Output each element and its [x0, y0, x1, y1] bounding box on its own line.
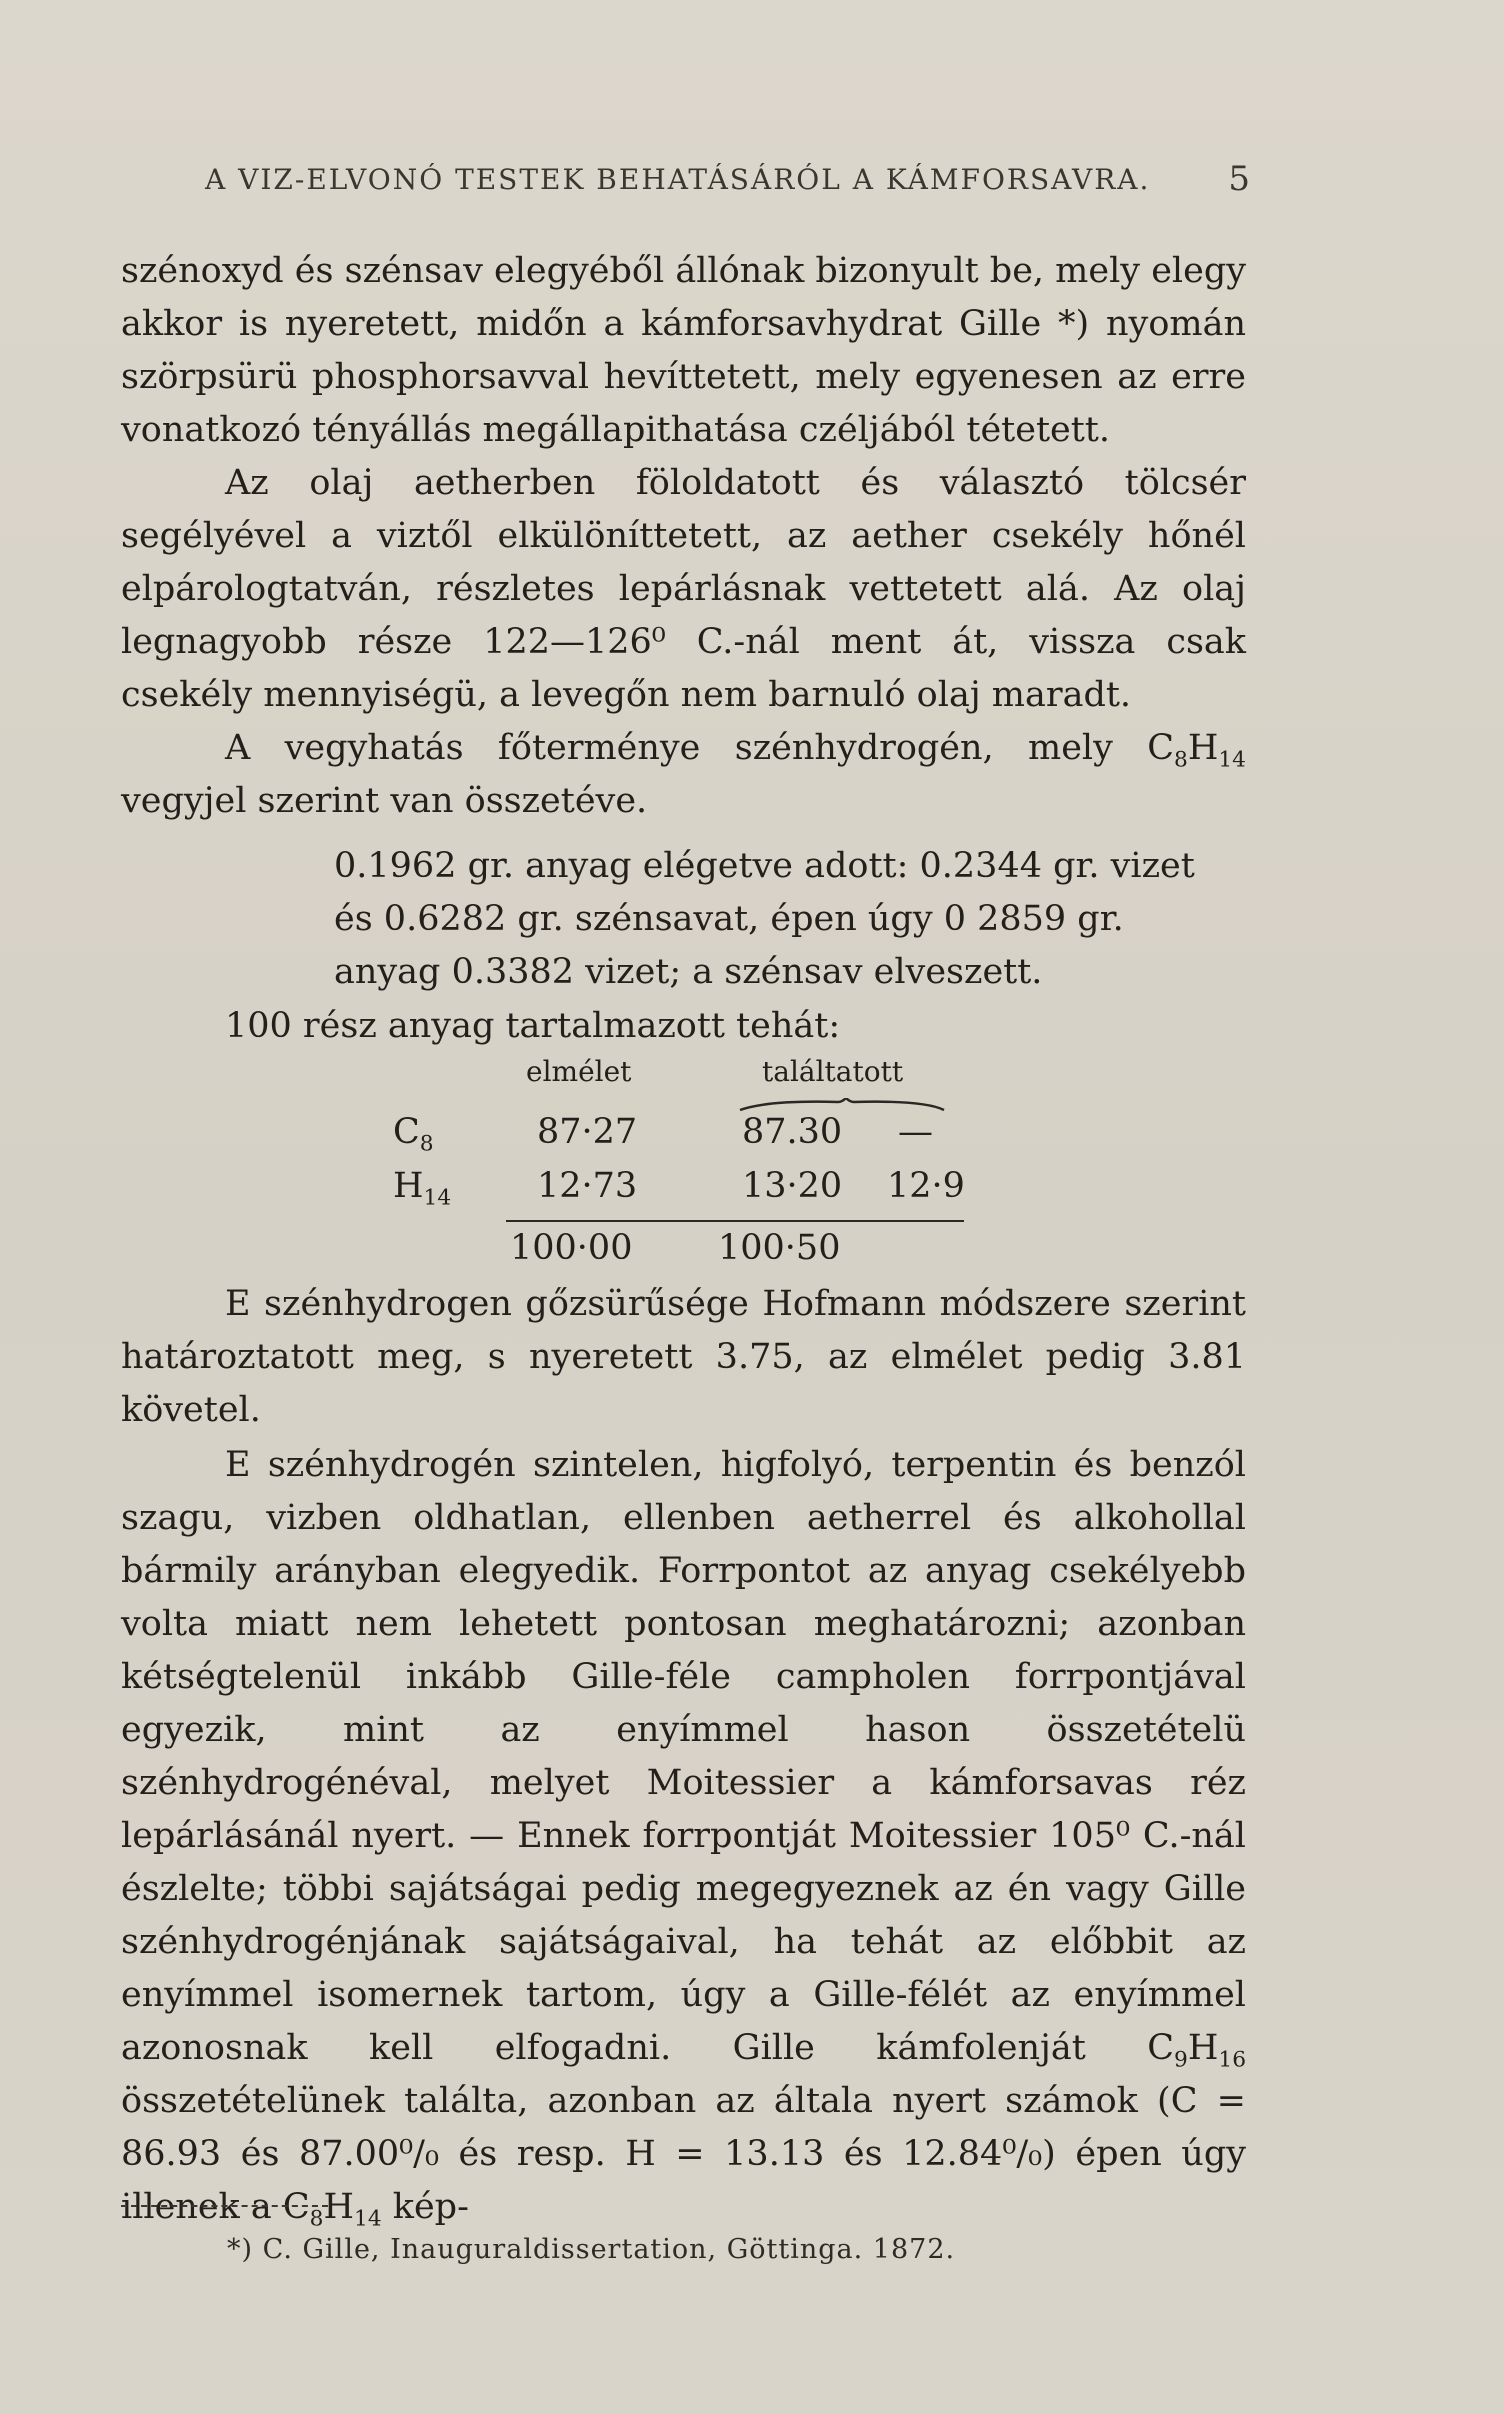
- body-text-bottom: [121, 1439, 1246, 2234]
- row-c-found-2: —: [898, 1112, 933, 1152]
- footnote-rule: [121, 2205, 328, 2207]
- row-h-theory: 12·73: [537, 1166, 638, 1206]
- page-number: 5: [1228, 159, 1250, 199]
- row-c-element: $C_8$: [393, 1112, 434, 1157]
- body-text-top: [121, 245, 1246, 828]
- running-head-title: A VIZ-ELVONÓ TESTEK BEHATÁSÁRÓL A KÁMFORSAVRA.: [205, 163, 1151, 196]
- analysis-line-1: 0.1962 gr. anyag elégetve adott: 0.2344 gr. vizet: [334, 846, 1195, 886]
- formula-c8h14-2: $C_8H_{14}$: [282, 2187, 382, 2232]
- paragraph-5: E szénhydrogén szintelen, higfolyó, terpentin és benzól szagu, vizben oldhatlan, ellenben aetherrel és alkohollal bármily arányban elegyedik. Forrpontot az anyag csekélyebb volta miatt nem lehetett pontosan meghatározni; azonban kétségtelenül inkább Gille-féle campholen forrpontjával egyezik, mint az enyímmel hason összetételü szénhydrogénéval, melyet Moitessier a kámforsavas réz lepárlásánál nyert. — Ennek forrpontját Moitessier 105⁰ C.-nál észlelte; többi sajátságai pedig megegyeznek az én vagy Gille szénhydrogénjának sajátságaival, ha tehát az előbbit az enyímmel isomernek tartom, úgy a Gille-félét az enyímmel azonosnak kell elfogadni. Gille kámfolenját $C_9H_{16}$ összetételünek találta, azonban az általa nyert számok (C = 86.93 és 87.00⁰/₀ és resp. H = 13.13 és 12.84⁰/₀) épen úgy illenek a $C_8H_{14}$ kép-: [121, 1445, 1246, 2232]
- row-h-found-2: 12·9: [887, 1166, 965, 1206]
- paragraph-3: [121, 722, 1246, 828]
- paragraph-3-text-after: vegyjel szerint van összetéve.: [121, 781, 648, 821]
- analysis-line-2: és 0.6282 gr. szénsavat, épen úgy 0 2859 gr.: [334, 899, 1124, 939]
- table-header-found: találtatott: [762, 1055, 904, 1088]
- table-sum-rule: [506, 1220, 964, 1222]
- table-header-theory: elmélet: [526, 1055, 632, 1088]
- footnote: *) C. Gille, Inauguraldissertation, Göttinga. 1872.: [227, 2234, 956, 2265]
- table-intro: 100 rész anyag tartalmazott tehát:: [225, 1006, 841, 1046]
- row-c-theory: 87·27: [537, 1112, 638, 1152]
- paragraph-4: E szénhydrogen gőzsürűsége Hofmann módszere szerint határoztatott meg, s nyeretett 3.75, az elmélet pedig 3.81 követel.: [121, 1284, 1246, 1430]
- paragraph-3-text: A vegyhatás főterménye szénhydrogén, mely: [225, 728, 1113, 768]
- formula-c8h14: $C_8H_{14}$: [1147, 728, 1246, 773]
- paragraph-2: Az olaj aetherben föloldatott és választó tölcsér segélyével a viztől elkülöníttetett, az aether csekély hőnél elpárologtatván, részletes lepárlásnak vettetett alá. Az olaj legnagyobb része 122—126⁰ C.-nál ment át, vissza csak csekély mennyiségü, a levegőn nem barnuló olaj maradt.: [121, 463, 1246, 715]
- total-theory: 100·00: [510, 1228, 633, 1268]
- row-h-found-1: 13·20: [742, 1166, 843, 1206]
- row-c-found-1: 87.30: [742, 1112, 843, 1152]
- brace-mark: [738, 1098, 946, 1112]
- formula-c9h16: $C_9H_{16}$: [1147, 2028, 1246, 2073]
- body-text-middle: [121, 1278, 1246, 1437]
- row-h-element: $H_{14}$: [393, 1166, 452, 1211]
- paragraph-1: szénoxyd és szénsav elegyéből állónak bizonyult be, mely elegy akkor is nyeretett, midőn a kámforsavhydrat Gille *) nyomán szörpsürü phosphorsavval hevíttetett, mely egyenesen az erre vonatkozó tényállás megállapithatása czéljából tétetett.: [121, 251, 1246, 450]
- total-found: 100·50: [718, 1228, 841, 1268]
- analysis-line-3: anyag 0.3382 vizet; a szénsav elveszett.: [334, 952, 1043, 992]
- table-intro-block: [121, 1000, 1246, 1053]
